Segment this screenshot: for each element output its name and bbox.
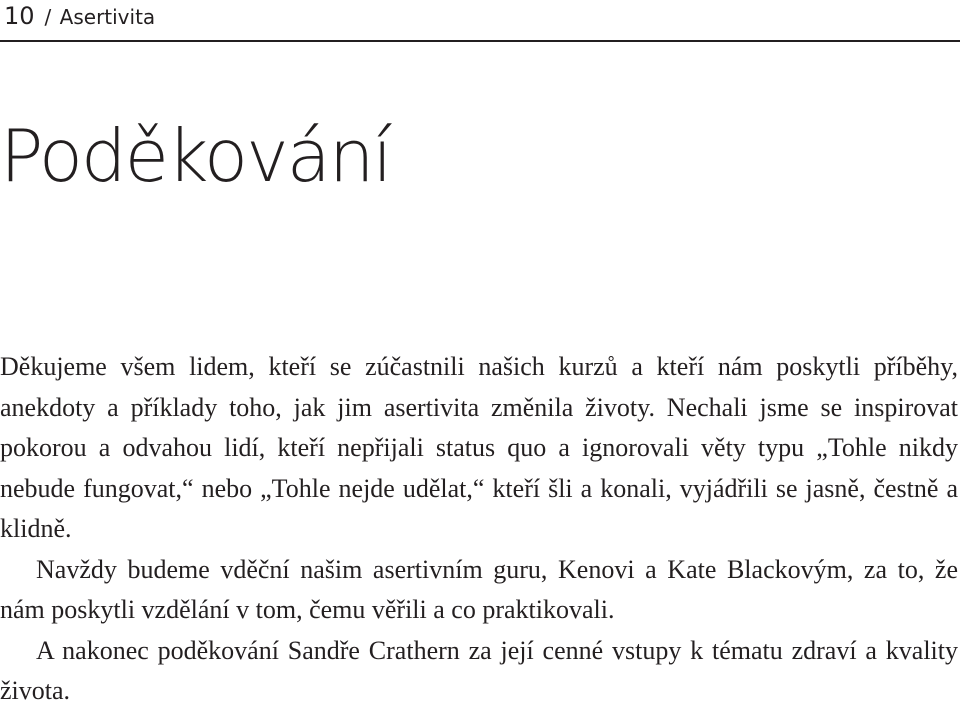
body-text xyxy=(0,347,958,712)
page-number: 10 xyxy=(4,2,35,30)
running-header xyxy=(0,0,960,42)
paragraph-thanks-participants: Děkujeme všem lidem, kteří se zúčastnili našich kurzů a kteří nám poskytli příběhy, anekdoty a příklady toho, jak jim asertivita změnila životy. Nechali jsme se inspirovat pokorou a odvahou lidí, kteří nepřijali status quo a ignorovali věty typu „Tohle nikdy nebude fungovat,“ nebo „Tohle nejde udělat,“ kteří šli a konali, vyjádřili se jasně, čestně a klidně. xyxy=(0,352,958,543)
section-name: Asertivita xyxy=(59,5,156,29)
paragraph-thanks-sandra: A nakonec poděkování Sandře Crathern za její cenné vstupy k tématu zdraví a kvality života. xyxy=(0,635,958,705)
header-separator: / xyxy=(44,5,52,29)
paragraph-thanks-gurus: Navždy budeme vděční našim asertivním guru, Kenovi a Kate Blackovým, za to, že nám poskytli vzdělání v tom, čemu věřili a co praktikovali. xyxy=(0,554,958,624)
chapter-title: Poděkování xyxy=(0,114,391,198)
